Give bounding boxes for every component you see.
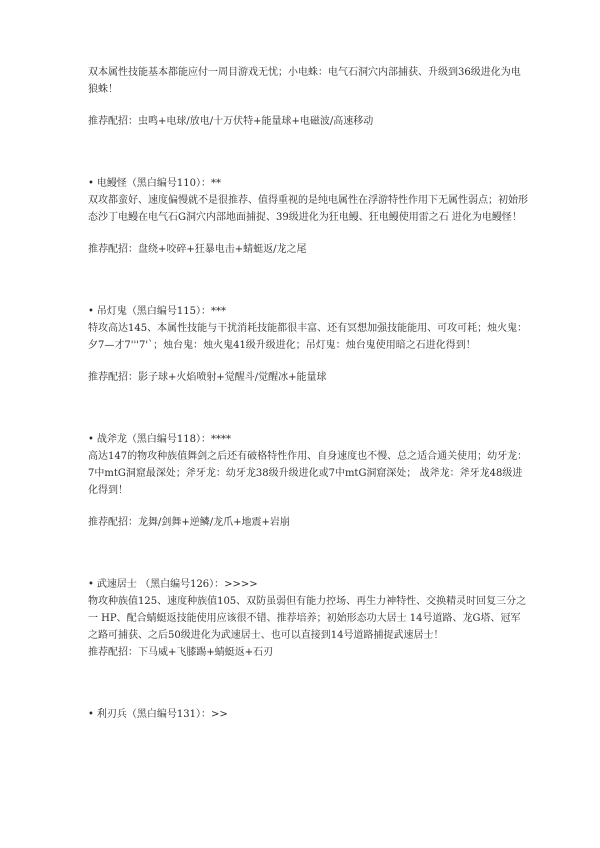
entry-pawniard	[88, 706, 528, 723]
entry-mienshao	[88, 576, 528, 661]
entry-heading-text: 武速居士 （黑白编号126）：>>>>	[96, 579, 258, 590]
document-page	[88, 64, 528, 723]
entry-body: 高达147的物攻种族值舞剑之后还有破格特性作用、自身速度也不慢、总之适合通关使用；幼牙龙：7中mtG洞窟最深处；斧牙龙：幼牙龙38级升级进化或7中mtG洞窟深处； 战斧龙：斧牙龙48级进化得到！	[88, 451, 528, 496]
entry-heading	[88, 431, 528, 448]
entry-recommend: 推荐配招：龙舞/剑舞+逆鳞/龙爪+地震+岩崩	[88, 517, 290, 528]
entry-heading	[88, 175, 528, 192]
entry-body: 特攻高达145、本属性技能与干扰消耗技能都很丰富、还有冥想加强技能能用、可攻可耗；烛火鬼：夕7—才7'''7'`；烛台鬼：烛火鬼41级升级进化；吊灯鬼：烛台鬼使用暗之石进化得到！	[88, 323, 528, 351]
entry-body: 双攻都蛮好、速度偏慢就不是很推荐、值得重视的是纯电属性在浮游特性作用下无属性弱点；初始形态沙丁电鳗在电气石G洞穴内部地面捕捉、39级进化为狂电鳗、狂电鳗使用雷之石 进化为电鳗怪！	[88, 195, 528, 223]
bullet-icon: •	[88, 434, 94, 445]
entry-electric-eel	[88, 175, 528, 258]
entry-heading-text: 利刃兵（黑白编号131）：>>	[96, 709, 228, 720]
entry-haxorus	[88, 431, 528, 531]
entry-recommend: 推荐配招：影子球+火焰喷射+觉醒斗/觉醒冰+能量球	[88, 372, 327, 383]
entry-heading	[88, 706, 528, 723]
entry-heading-text: 电鳗怪（黑白编号110）：**	[96, 178, 221, 189]
bullet-icon: •	[88, 306, 94, 317]
intro-recommend: 推荐配招：虫鸣+电球/放电/十万伏特+能量球+电磁波/高速移动	[88, 116, 374, 127]
entry-recommend: 推荐配招：盘绕+咬碎+狂暴电击+蜻蜓返/龙之尾	[88, 244, 307, 255]
intro-text: 双本属性技能基本都能应付一周目游戏无忧；小电蛛：电气石洞穴内部捕获、升级到36级进化为电狼蛛！	[88, 67, 521, 95]
bullet-icon: •	[88, 709, 94, 720]
entry-heading-text: 战斧龙（黑白编号118）：****	[96, 434, 231, 445]
entry-chandelure	[88, 303, 528, 386]
bullet-icon: •	[88, 579, 94, 590]
entry-body: 物攻种族值125、速度种族值105、双防虽弱但有能力控场、再生力神特性、交换精灵时回复三分之一 HP、配合蜻蜓返技能使用应该很不错、推荐培养；初始形态功大居士 14号道路、龙G塔、冠军之路可捕获、之后50级进化为武速居士、也可以直接到14号道路捕捉武速居士！	[88, 596, 527, 641]
entry-heading	[88, 303, 528, 320]
entry-heading-text: 吊灯鬼（黑白编号115）：***	[96, 306, 226, 317]
bullet-icon: •	[88, 178, 94, 189]
entry-recommend: 推荐配招：下马威+飞膝踢+蜻蜓返+石刃	[88, 647, 274, 658]
entry-heading	[88, 576, 528, 593]
